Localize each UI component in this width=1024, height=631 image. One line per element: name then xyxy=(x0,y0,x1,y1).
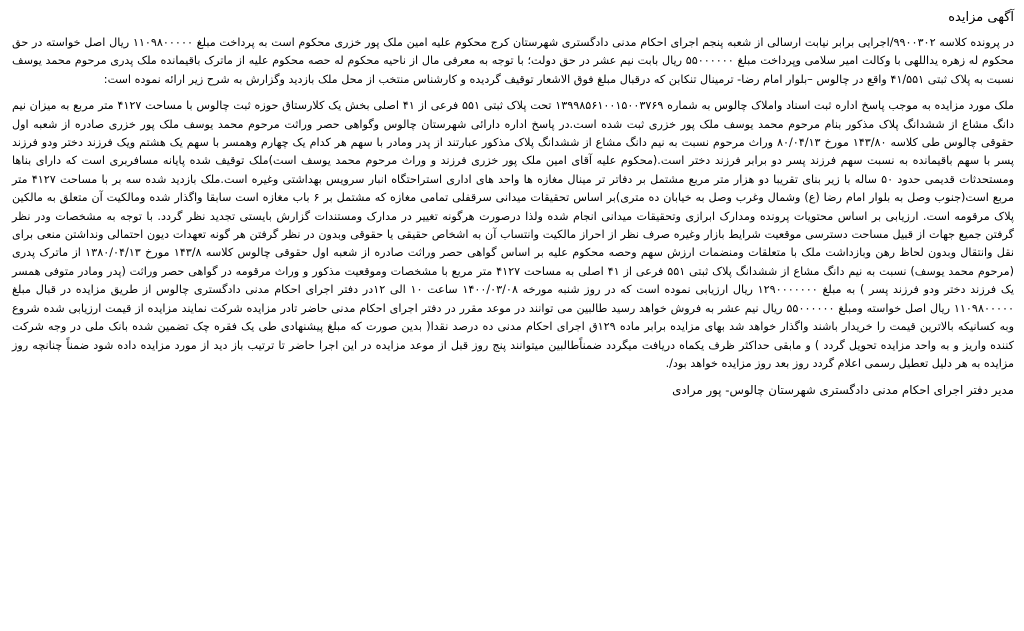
notice-title: آگهی مزایده xyxy=(948,10,1014,25)
notice-body-paragraph: ملک مورد مزایده به موجب پاسخ اداره ثبت اسناد واملاک چالوس به شماره ۱۳۹۹۸۵۶۱۰۰۱۵۰۰۳۷۶۹ تحت پلاک ثبتی ۵۵۱ فرعی از ۴۱ اصلی بخش یک کلارستاق حوزه ثبت چالوس با مساحت ۴۱۲۷ متر مربع به میزان نیم دانگ مشاع از ششدانگ پلاک مذکور بنام مرحوم محمد یوسف ملک پور خزری ثبت شده است.در پاسخ اداره دارائی شهرستان چالوس وگواهی حصر وراثت مرحوم محمد یوسف ملک پور خزری صادره از شعبه اول حقوقی چالوس طی کلاسه ۱۴۳/۸۰ مورخ ۸۰/۰۴/۱۳ وراث مرحوم نسبت به نیم دانگ مشاع از ششدانگ پلاک مذکور عبارتند از پدر ومادر با سهم هر کدام یک چهارم وهمسر با سهم یک هشتم ویک فرزند دختر ودو فرزند پسر با سهم باقیمانده به نسبت سهم فرزند پسر دو برابر فرزند دختر است.(محکوم علیه آقای امین ملک پور خزری فرزند و وراث مرحوم محمد یوسف است)ملک توقیف شده پایانه مسافربری است که دارای بناها ومستحدثات قدیمی حدود ۵۰ ساله با زیر بنای تقریبا دو هزار متر مربع مشتمل بر دفاتر تر مینال مغازه ها واحد های اداری استراحتگاه انبار سرویس بهداشتی وغیره است.ملک بازدید شده سه بر با مساحت ۴۱۲۷ متر مربع است(جنوب وصل به بلوار امام رضا (ع) وشمال وغرب وصل به خیابان ده متری)بر اساس تحقیقات میدانی سرقفلی تمامی مغازه که مشتمل بر ۶ باب مغازه است سابقا واگذار شده ومالکیت آن متعلق به مالکین پلاک مرقومه است. ارزیابی بر اساس محتویات پرونده ومدارک ابرازی وتحقیقات میدانی انجام شده ولذا درصورت هرگونه تغییر در مدارک ومستندات گزارش بایستی تجدید نظر گردد. با توجه به مشخصات ودر نظر گرفتن جمیع جهات از قبیل مساحت دسترسی موقعیت شرایط بازار وغیره صرف نظر از احراز مالکیت وانتساب آن به اشخاص حقیقی یا حقوقی وبدون در نظر گرفتن هر گونه تعهدات دیون احتمالی ونداشتن منعی برای نقل وانتقال وبدون لحاظ رهن وبازداشت ملک با متعلقات ومنضمات ارزش سهم وحصه محکوم علیه بر اساس گواهی حصر وراثت صادره از شعبه اول حقوقی چالوس کلاسه ۱۴۳/۸ مورخ ۱۳۸۰/۰۴/۱۳ از ماترک پدری (مرحوم محمد یوسف) نسبت به نیم دانگ مشاع از ششدانگ پلاک ثبتی ۵۵۱ فرعی از ۴۱ اصلی به مساحت ۴۱۲۷ متر مربع با مشخصات وموقعیت مذکور و وراث مرقومه در گواهی حصر وراثت (پدر ومادر متوفی همسر یک فرزند دختر ودو فرزند پسر ) به مبلغ ۱۲۹۰۰۰۰۰۰۰ ریال ارزیابی نموده است که در روز شنبه مورخه ۱۴۰۰/۰۳/۰۸ ساعت ۱۰ الی ۱۲در دفتر اجرای احکام مدنی دادگستری چالوس از طریق مزایده در قبال مبلغ ۱۱۰۹۸۰۰۰۰۰ ریال اصل خواسته ومبلغ ۵۵۰۰۰۰۰۰ ریال نیم عشر به فروش خواهد رسید طالبین می توانند در موعد مقرر در دفتر اجرای احکام مدنی حاضر تادر مزایده شرکت نمایند مزایده از قیمت ارزیابی شده شروع وبه کسانیکه بالاترین قیمت را خریدار باشند واگذار خواهد شد بهای مزایده برابر ماده ۱۲۹ق اجرای احکام مدنی ده درصد نقدا( بدین صورت که مبلغ پیشنهادی طی یک فقره چک تضمین شده بانک ملی در وجه شرکت کننده واریز و به واحد مزایده تحویل گردد ) و مابقی حداکثر ظرف یکماه دریافت میگردد ضمناًطالبین میتوانند پنج روز قبل از موعد مزایده در این اجرا حاضر تا ترتیب باز دید از مورد مزایده داده شود ضمناً چنانچه روز مزایده به هر دلیل تعطیل رسمی اعلام گردد روز بعد روز مزایده خواهد بود/. xyxy=(12,99,1015,370)
notice-signature: مدیر دفتر اجرای احکام مدنی دادگستری شهرستان چالوس- پور مرادی xyxy=(672,383,1014,398)
notice-intro-paragraph: در پرونده کلاسه ۹۹۰۰۳۰۲/اجرایی برابر نیابت ارسالی از شعبه پنجم اجرای احکام مدنی دادگستری شهرستان کرج محکوم علیه امین ملک پور خزری محکوم است به پرداخت مبلغ ۱۱۰۹۸۰۰۰۰۰ ریال اصل خواسته در حق محکوم له زهره یداللهی با وکالت امیر سلامی وپرداخت مبلغ ۵۵۰۰۰۰۰۰ ریال بابت نیم عشر در حق دولت؛ با توجه به معرفی مال از ناحیه محکوم له حصه محکوم علیه از ماترک باقیمانده ملک پدری مرحوم محمد یوسف نسبت به پلاک ثبتی ۴۱/۵۵۱ واقع در چالوس –بلوار امام رضا- ترمینال تنکابن که درقبال مبلغ فوق الاشعار توقیف گردیده و کارشناس منتخب از محل ملک بازدید وگزارش به شرح زیر ارائه نموده است: xyxy=(12,36,1015,86)
